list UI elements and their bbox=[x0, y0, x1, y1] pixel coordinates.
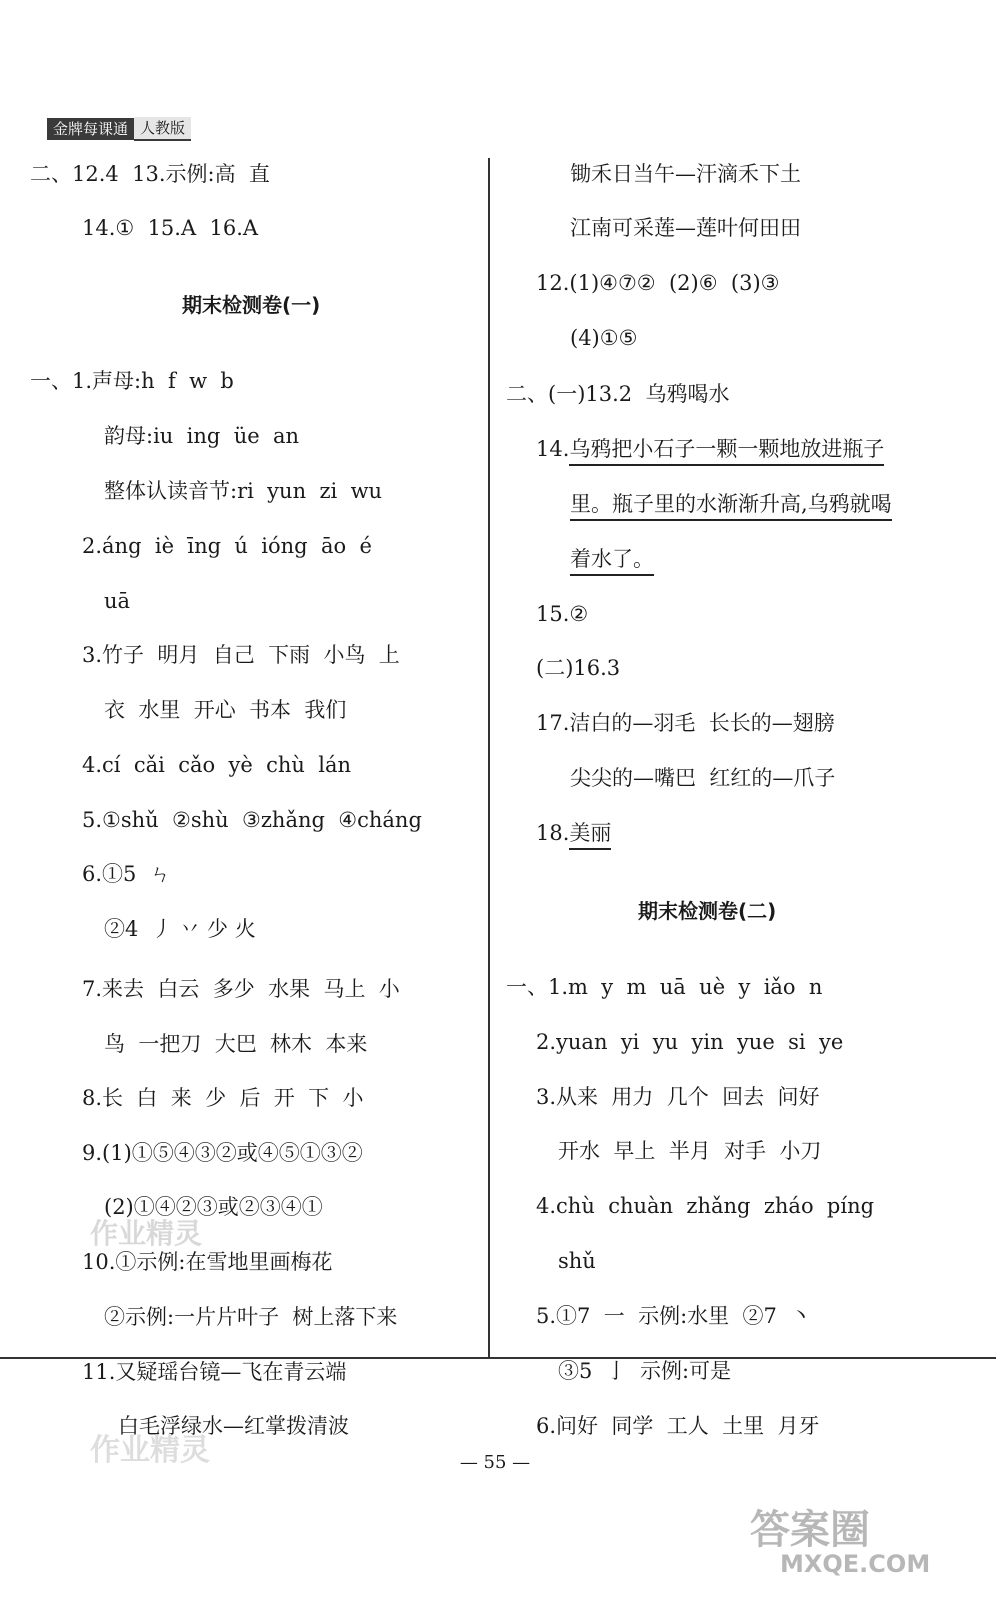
answer-line: 6.①5 ㄣ bbox=[82, 862, 171, 886]
watermark-top: 作业精灵 bbox=[90, 1217, 203, 1250]
answer-line: 2.yuan yi yu yin yue si ye bbox=[536, 1030, 844, 1054]
answer-line: (4)①⑤ bbox=[570, 326, 638, 350]
section-title: 期末检测卷(二) bbox=[638, 899, 777, 923]
section-title: 期末检测卷(一) bbox=[182, 293, 321, 317]
answer-line: ②示例:一片片叶子 树上落下来 bbox=[104, 1305, 398, 1329]
answer-line: 江南可采莲—莲叶何田田 bbox=[570, 216, 801, 240]
answer-line: 9.(1)①⑤④③②或④⑤①③② bbox=[82, 1141, 363, 1165]
answer-line: 5.①7 一 示例:水里 ②7 丶 bbox=[536, 1304, 812, 1328]
answer-line: 3.竹子 明月 自己 下雨 小鸟 上 bbox=[82, 643, 400, 667]
answer-line: 15.② bbox=[536, 602, 589, 626]
answer-line: 14.乌鸦把小石子一颗一颗地放进瓶子 bbox=[536, 435, 884, 463]
series-name: 金牌每课通 bbox=[47, 118, 134, 140]
answer-line: 6.问好 同学 工人 土里 月牙 bbox=[536, 1414, 820, 1438]
answer-line: 3.从来 用力 几个 回去 问好 bbox=[536, 1085, 820, 1109]
series-badge bbox=[47, 118, 191, 140]
answer-line: 7.来去 白云 多少 水果 马上 小 bbox=[82, 977, 400, 1001]
page-number: — 55 — bbox=[459, 1452, 531, 1473]
answer-line: 着水了。 bbox=[570, 545, 654, 573]
answer-line: 锄禾日当午—汗滴禾下土 bbox=[570, 162, 801, 186]
watermark-logo: 答案圈 bbox=[750, 1507, 870, 1553]
answer-line: 整体认读音节:ri yun zi wu bbox=[104, 479, 383, 503]
answer-line: 衣 水里 开心 书本 我们 bbox=[104, 698, 347, 722]
answer-line: uā bbox=[104, 589, 131, 613]
answer-line: 二、12.4 13.示例:高 直 bbox=[30, 162, 270, 186]
answer-line: (2)①④②③或②③④① bbox=[104, 1195, 323, 1219]
column-divider bbox=[488, 158, 490, 1358]
edition-label: 人教版 bbox=[134, 117, 191, 141]
answer-line: 4.cí cǎi cǎo yè chù lán bbox=[82, 753, 352, 777]
answer-line: (二)16.3 bbox=[536, 656, 621, 680]
answer-line: 14.① 15.A 16.A bbox=[82, 216, 259, 240]
answer-line: 12.(1)④⑦② (2)⑥ (3)③ bbox=[536, 271, 780, 295]
answer-line: 17.洁白的—羽毛 长长的—翅膀 bbox=[536, 711, 835, 735]
answer-line: 2.áng iè īng ú ióng āo é bbox=[82, 534, 372, 558]
answer-line: 开水 早上 半月 对手 小刀 bbox=[558, 1139, 822, 1163]
answer-line: 里。瓶子里的水渐渐升高,乌鸦就喝 bbox=[570, 490, 892, 518]
answer-line: 尖尖的—嘴巴 红红的—爪子 bbox=[570, 766, 836, 790]
answer-line: 11.又疑瑶台镜—飞在青云端 bbox=[82, 1360, 347, 1384]
answer-line: ③5 亅 示例:可是 bbox=[558, 1359, 732, 1383]
watermark-url: MXQE.COM bbox=[780, 1550, 931, 1578]
answer-line: 韵母:iu ing üe an bbox=[104, 424, 300, 448]
answer-line: shǔ bbox=[558, 1249, 596, 1273]
answer-line: 二、(一)13.2 乌鸦喝水 bbox=[506, 382, 730, 406]
answer-line: 4.chù chuàn zhǎng zháo píng bbox=[536, 1194, 875, 1218]
answer-line: 10.①示例:在雪地里画梅花 bbox=[82, 1250, 333, 1274]
answer-line: 8.长 白 来 少 后 开 下 小 bbox=[82, 1086, 364, 1110]
watermark-bottom: 作业精灵 bbox=[90, 1433, 210, 1468]
answer-line: 18.美丽 bbox=[536, 819, 611, 847]
answer-line: 5.①shǔ ②shù ③zhǎng ④cháng bbox=[82, 808, 422, 832]
answer-line: 一、1.声母:h f w b bbox=[30, 369, 234, 393]
answer-line: 鸟 一把刀 大巴 林木 本来 bbox=[104, 1032, 368, 1056]
answer-line: 一、1.m y m uā uè y iǎo n bbox=[506, 975, 823, 999]
answer-line: ②4 丿 丷 少 火 bbox=[104, 917, 256, 941]
answer-line: 白毛浮绿水—红掌拨清波 bbox=[118, 1414, 349, 1438]
